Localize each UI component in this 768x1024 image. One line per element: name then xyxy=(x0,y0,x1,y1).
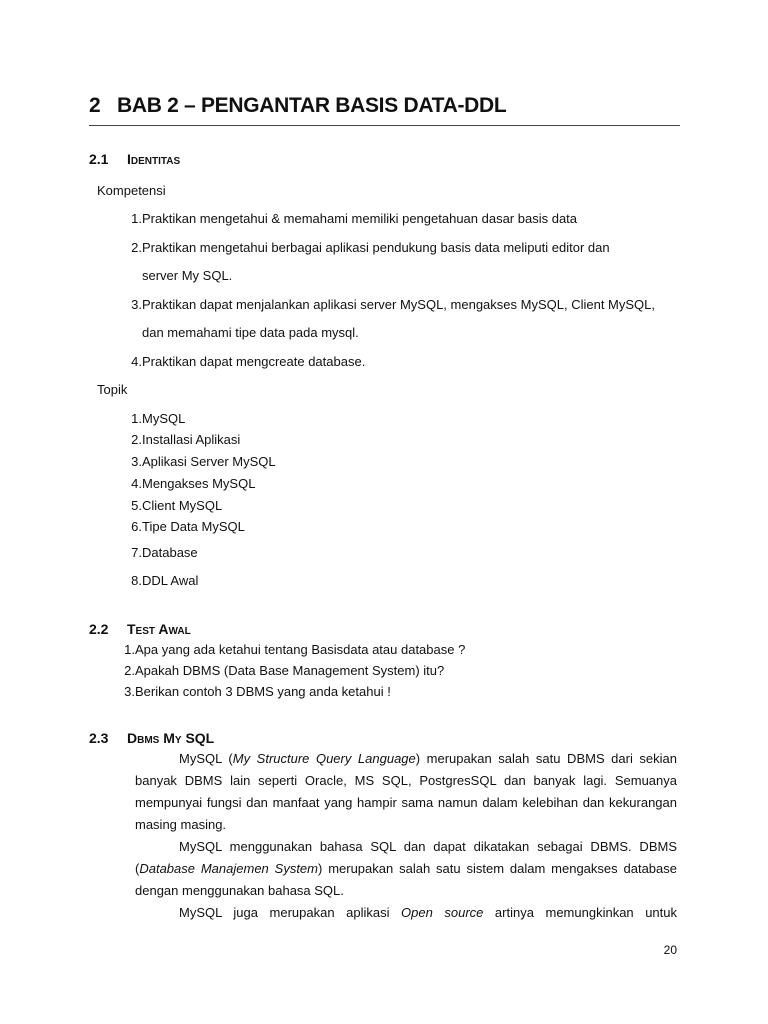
paragraph-mysql-sql: MySQL menggunakan bahasa SQL dan dapat dikatakan sebagai DBMS. DBMS (Database Manajemen System) merupakan salah satu sistem dalam mengakses database dengan menggunakan bahasa SQL. xyxy=(135,839,677,898)
section-number: 2.2 xyxy=(89,621,109,637)
section-number: 2.3 xyxy=(89,730,109,746)
paragraph-mysql-intro: MySQL (My Structure Query Language) merupakan salah satu DBMS dari sekian banyak DBMS lain seperti Oracle, MS SQL, PostgresSQL dan banyak lagi. Semuanya mempunyai fungsi dan manfaat yang hampir sama namun dalam kelebihan dan kekurangan masing masing. xyxy=(135,751,677,832)
kompetensi-label: Kompetensi xyxy=(97,183,166,198)
page-number: 20 xyxy=(663,943,677,957)
section-2-2-heading xyxy=(89,621,191,637)
section-2-1-heading xyxy=(89,151,180,167)
section-title: Identitas xyxy=(127,151,181,167)
section-title: Dbms My SQL xyxy=(127,730,215,746)
section-number: 2.1 xyxy=(89,151,109,167)
chapter-number: 2 xyxy=(89,94,101,117)
topik-label: Topik xyxy=(97,382,128,397)
chapter-rule xyxy=(89,125,680,126)
section-title: Test Awal xyxy=(127,621,191,637)
body-text xyxy=(135,748,677,924)
paragraph-mysql-open-source: MySQL juga merupakan aplikasi Open source artinya memungkinkan untuk xyxy=(179,905,678,920)
section-2-3-heading xyxy=(89,730,214,746)
chapter-heading xyxy=(89,94,506,118)
chapter-title: BAB 2 – PENGANTAR BASIS DATA-DDL xyxy=(117,94,507,117)
